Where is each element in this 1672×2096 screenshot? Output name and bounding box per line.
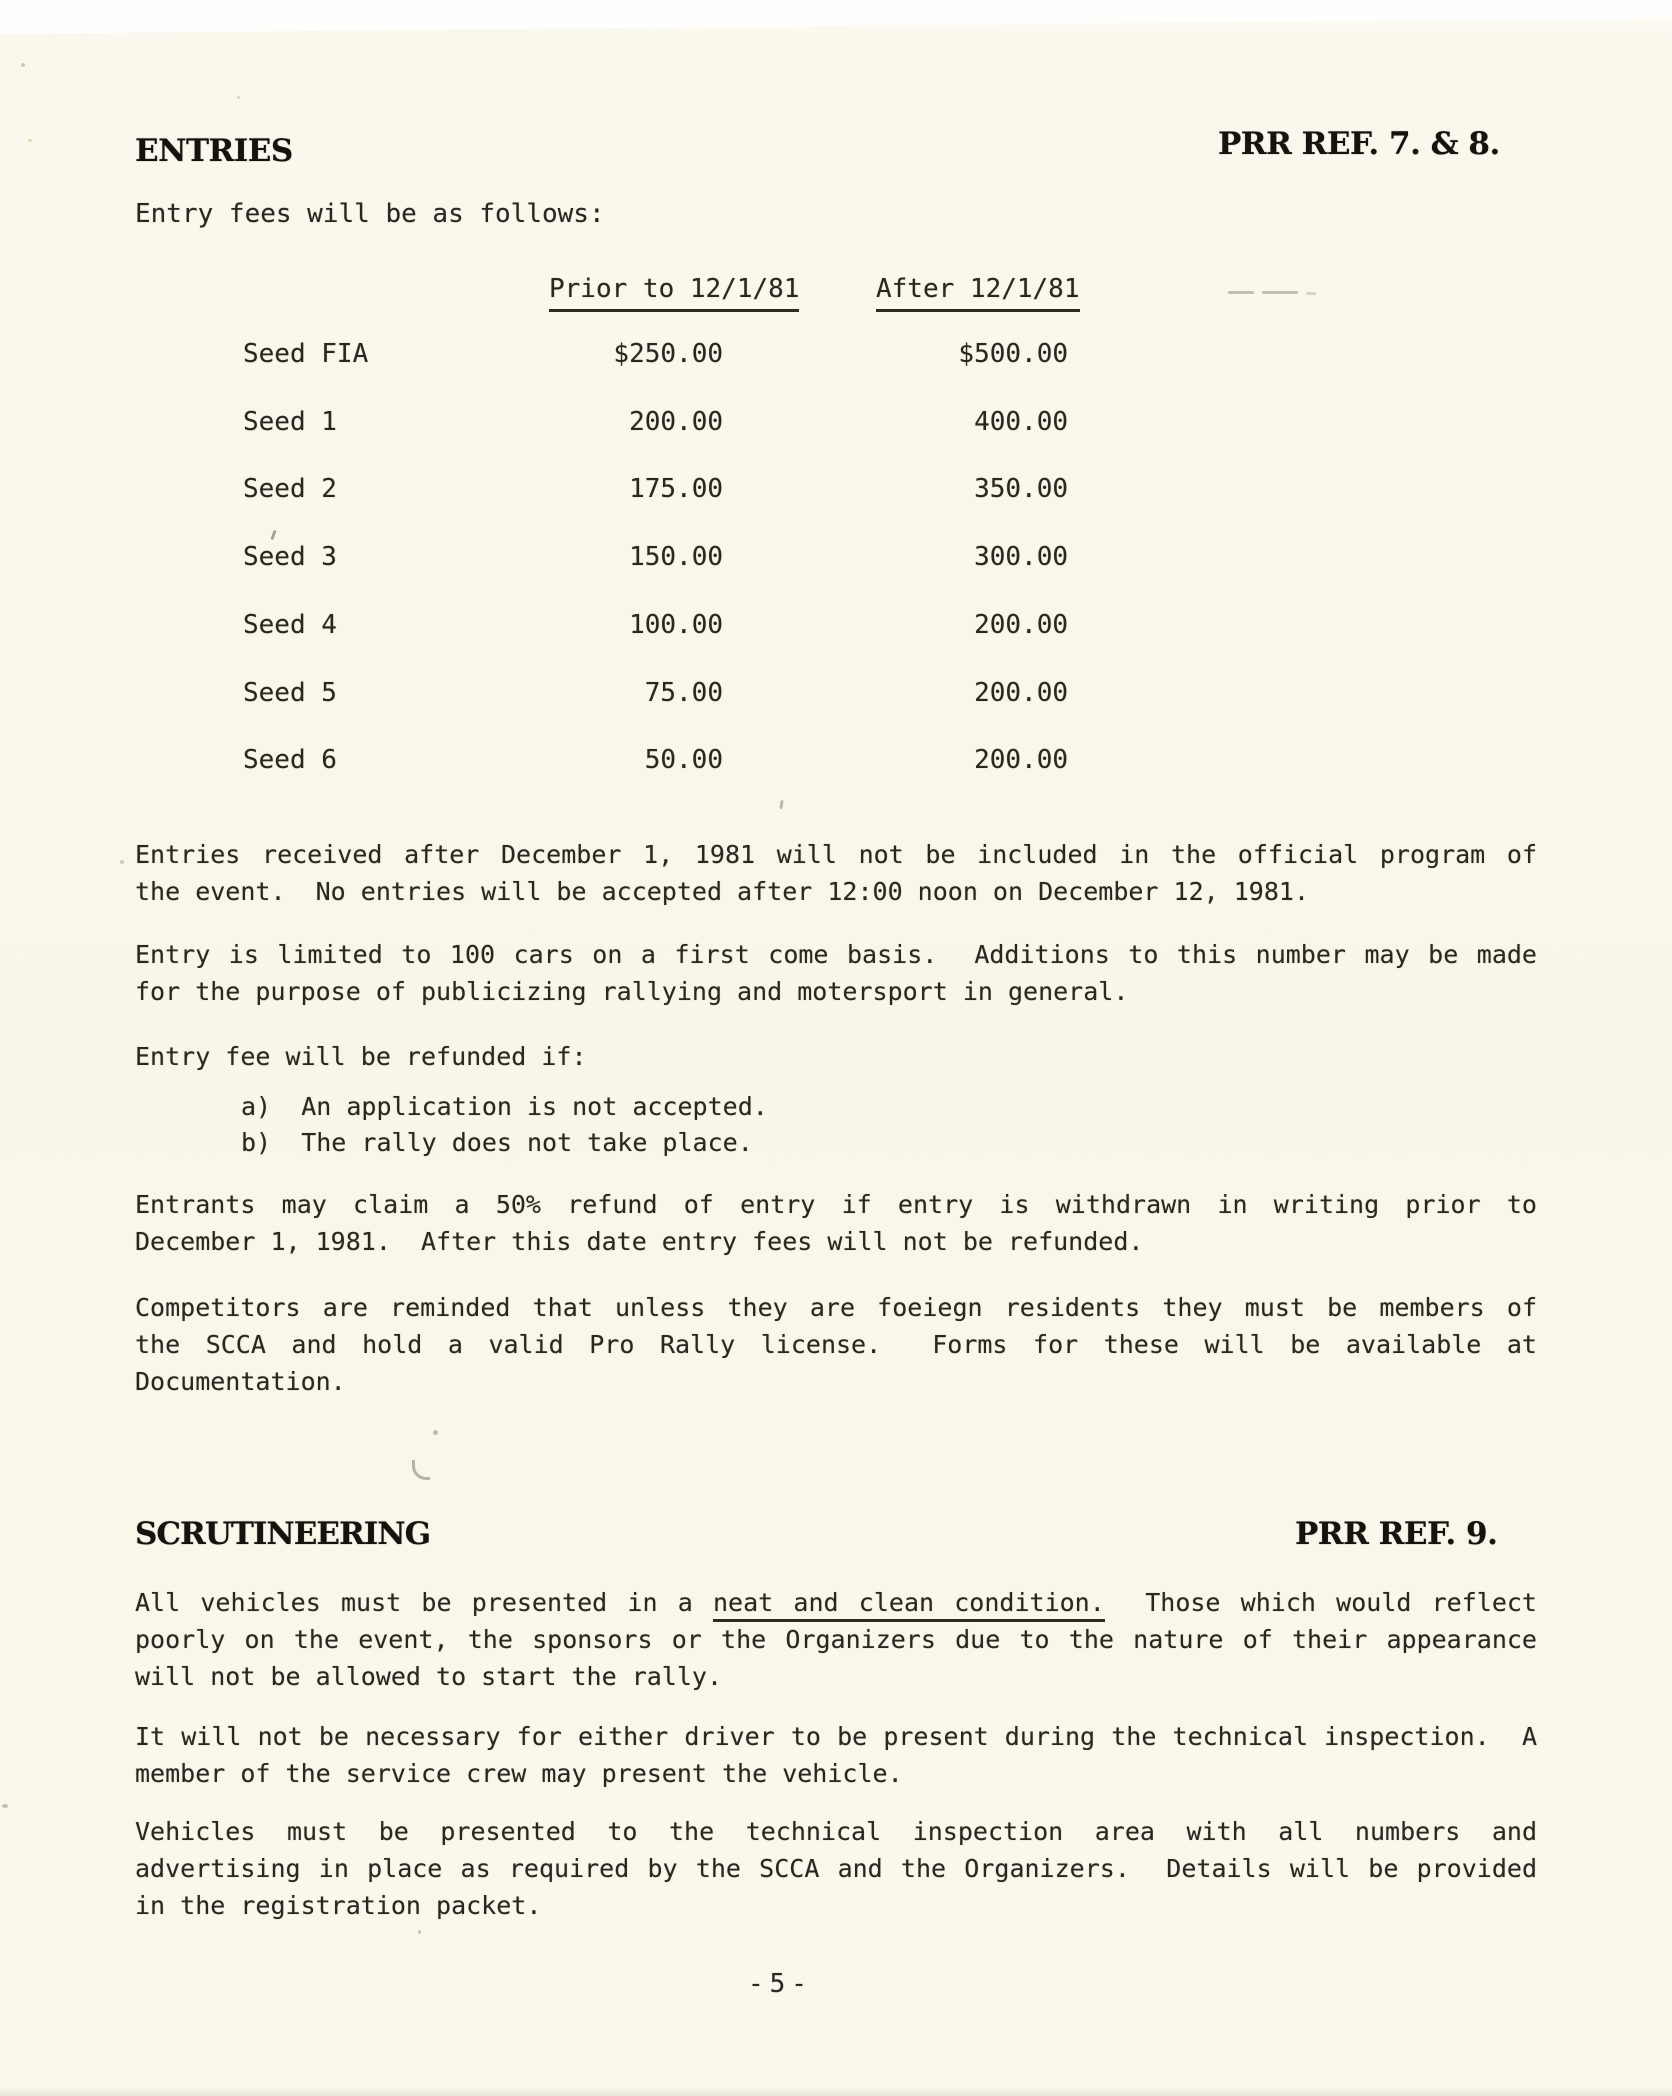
text-line: for the purpose of publicizing rallying and motersport in general. xyxy=(135,977,1129,1006)
text-line: Vehicles must be presented to the technical inspection area with all numbers and xyxy=(135,1817,1537,1846)
section-title-scrutineering: SCRUTINEERING xyxy=(135,1516,431,1552)
text-line: Documentation. xyxy=(135,1367,346,1396)
scan-top-edge xyxy=(0,0,1672,34)
paragraph-vehicle-condition xyxy=(135,1584,1537,1695)
after-fee-value: 200.00 xyxy=(974,610,1068,640)
page-number: -5- xyxy=(748,1969,813,1999)
text-line: member of the service crew may present the vehicle. xyxy=(135,1759,903,1788)
fee-table-row xyxy=(243,610,1073,642)
text-line: It will not be necessary for either driver to be present during the technical inspection. A xyxy=(135,1722,1537,1751)
after-fee-value: 200.00 xyxy=(974,678,1068,708)
fee-table-row xyxy=(243,678,1073,710)
fee-table-row xyxy=(243,407,1073,439)
fee-table-row xyxy=(243,745,1073,777)
refund-item-b: b) The rally does not take place. xyxy=(241,1128,753,1157)
text-line: Entries received after December 1, 1981 will not be included in the official program of xyxy=(135,840,1537,869)
refund-conditions-list xyxy=(241,1089,768,1161)
after-fee-value: $500.00 xyxy=(958,339,1068,369)
text-line xyxy=(135,1584,1537,1621)
prr-reference-entries: PRR REF. 7. & 8. xyxy=(1218,126,1500,162)
row-label: Seed 2 xyxy=(243,474,337,504)
refund-item-a: a) An application is not accepted. xyxy=(241,1092,768,1121)
row-label: Seed 4 xyxy=(243,610,337,640)
paragraph-withdrawal-refund xyxy=(135,1186,1537,1260)
column-header-after: After 12/1/81 xyxy=(876,274,1080,312)
prior-fee-value: 150.00 xyxy=(629,542,723,572)
scan-comma-mark xyxy=(779,800,784,809)
paragraph-scca-membership xyxy=(135,1289,1537,1400)
text-line: advertising in place as required by the SCCA and the Organizers. Details will be provided xyxy=(135,1854,1537,1883)
scan-artifact-dash xyxy=(1306,292,1316,295)
after-fee-value: 350.00 xyxy=(974,474,1068,504)
row-label: Seed 6 xyxy=(243,745,337,775)
prr-reference-scrutineering: PRR REF. 9. xyxy=(1295,1516,1498,1552)
scan-artifact-dash xyxy=(1228,291,1254,294)
prior-fee-value: 75.00 xyxy=(644,678,723,708)
scan-accent-mark xyxy=(270,530,276,540)
text-line: Competitors are reminded that unless they are foeiegn residents they must be members of xyxy=(135,1293,1537,1322)
underlined-phrase: neat and clean condition. xyxy=(713,1588,1105,1622)
after-fee-value: 300.00 xyxy=(974,542,1068,572)
paragraph-numbers-advertising xyxy=(135,1813,1537,1924)
paragraph-entry-limit xyxy=(135,936,1537,1010)
paragraph-program-deadline xyxy=(135,836,1537,910)
prior-fee-value: 50.00 xyxy=(644,745,723,775)
fee-table-row xyxy=(243,474,1073,506)
text-line: poorly on the event, the sponsors or the Organizers due to the nature of their appearance xyxy=(135,1625,1537,1654)
scan-speck xyxy=(21,63,25,67)
scan-speck xyxy=(237,96,240,99)
after-fee-value: 200.00 xyxy=(974,745,1068,775)
prior-fee-value: 100.00 xyxy=(629,610,723,640)
column-header-prior: Prior to 12/1/81 xyxy=(549,274,799,312)
fee-table-row xyxy=(243,542,1073,574)
fee-table-row xyxy=(243,339,1073,371)
text-line: in the registration packet. xyxy=(135,1891,542,1920)
text-line: the event. No entries will be accepted after 12:00 noon on December 12, 1981. xyxy=(135,877,1309,906)
row-label: Seed FIA xyxy=(243,339,369,369)
row-label: Seed 1 xyxy=(243,407,337,437)
after-fee-value: 400.00 xyxy=(974,407,1068,437)
prior-fee-value: 200.00 xyxy=(629,407,723,437)
text-run: Those which would reflect xyxy=(1104,1588,1537,1617)
scan-artifact-dash xyxy=(1262,291,1298,294)
prior-fee-value: $250.00 xyxy=(613,339,723,369)
scan-artifact-curl-mark xyxy=(412,1460,430,1480)
text-line: will not be allowed to start the rally. xyxy=(135,1662,722,1691)
text-line: Entry is limited to 100 cars on a first come basis. Additions to this number may be made xyxy=(135,940,1537,969)
text-line: the SCCA and hold a valid Pro Rally license. Forms for these will be available at xyxy=(135,1330,1537,1359)
fees-intro-line: Entry fees will be as follows: xyxy=(135,199,605,229)
scan-speck xyxy=(433,1430,438,1435)
refund-intro-line: Entry fee will be refunded if: xyxy=(135,1042,587,1071)
scan-speck xyxy=(2,1804,8,1808)
row-label: Seed 3 xyxy=(243,542,337,572)
prior-fee-value: 175.00 xyxy=(629,474,723,504)
scan-bottom-edge xyxy=(0,2086,1672,2096)
scan-speck xyxy=(28,139,32,142)
row-label: Seed 5 xyxy=(243,678,337,708)
text-line: Entrants may claim a 50% refund of entry if entry is withdrawn in writing prior to xyxy=(135,1190,1537,1219)
text-run: All vehicles must be presented in a xyxy=(135,1588,713,1617)
paragraph-technical-inspection xyxy=(135,1718,1537,1792)
scan-speck xyxy=(418,1930,421,1934)
section-title-entries: ENTRIES xyxy=(135,133,293,169)
text-line: December 1, 1981. After this date entry fees will not be refunded. xyxy=(135,1227,1144,1256)
scan-speck xyxy=(120,860,124,864)
